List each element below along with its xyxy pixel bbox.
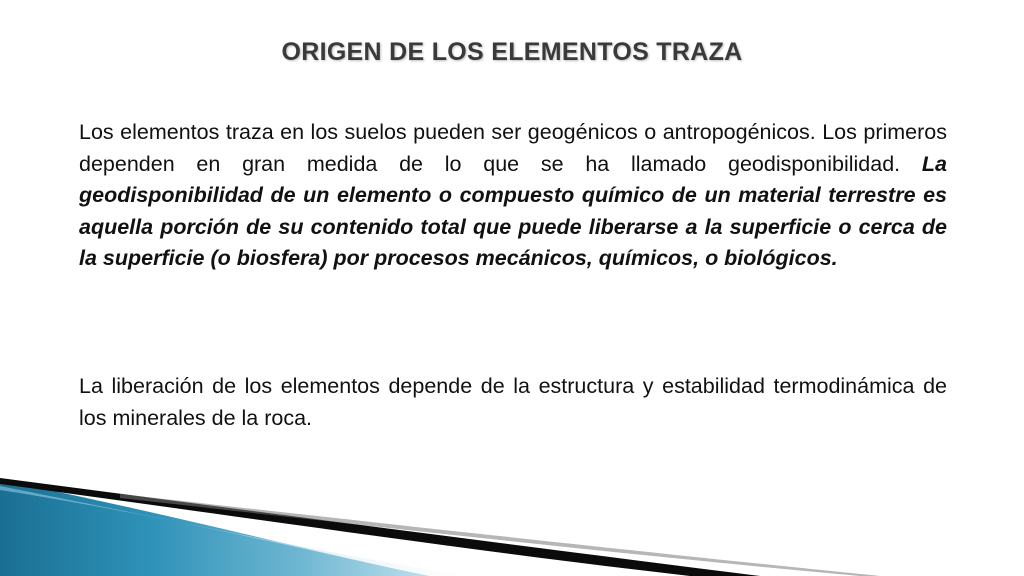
paragraph-liberacion: La liberación de los elementos depende de la estructura y estabilidad termodinámica de los minerales de la roca. bbox=[79, 374, 947, 430]
decorative-swoosh bbox=[0, 476, 1024, 576]
paragraph-1-plain-text: Los elementos traza en los suelos pueden ser geogénicos o antropogénicos. Los primeros dependen en gran medida de lo que se ha llamado geodisponibilidad. bbox=[79, 120, 947, 176]
paragraph-1-emphasized-definition: La geodisponibilidad de un elemento o compuesto químico de un material terrestre es aquella porción de su contenido total que puede liberarse a la superficie o cerca de la superficie (o biosfera) por procesos mecánicos, químicos, o biológicos. bbox=[79, 151, 947, 270]
slide-title: ORIGEN DE LOS ELEMENTOS TRAZA bbox=[281, 38, 743, 66]
paragraph-geodisponibilidad bbox=[79, 117, 947, 275]
